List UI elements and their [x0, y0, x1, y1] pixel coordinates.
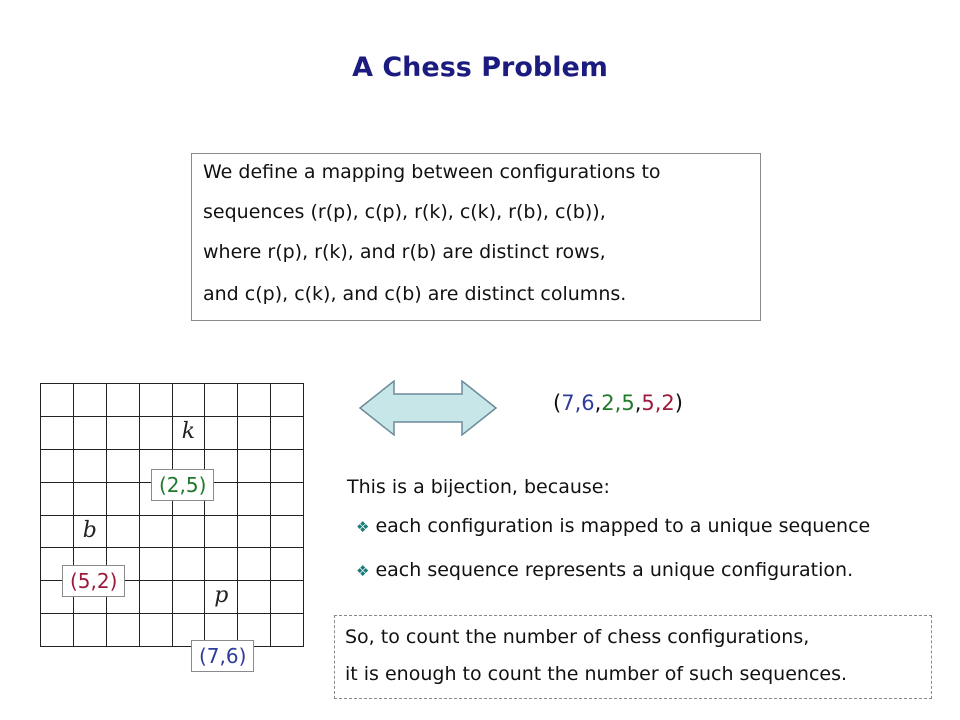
board-cell [107, 417, 140, 450]
board-cell [238, 581, 271, 614]
board-cell [271, 450, 304, 483]
board-cell [140, 581, 173, 614]
diamond-bullet-icon: ❖ [356, 562, 370, 580]
page-title: A Chess Problem [352, 52, 608, 83]
board-cell [271, 384, 304, 417]
piece-b: b [82, 517, 97, 543]
double-headed-arrow-icon [358, 378, 498, 438]
board-cell [107, 614, 140, 647]
board-cell [74, 614, 107, 647]
board-cell [271, 483, 304, 516]
sequence-label [553, 391, 683, 415]
board-cell [41, 614, 74, 647]
definition-line: and c(p), c(k), and c(b) are distinct columns. [203, 283, 627, 305]
board-cell [107, 483, 140, 516]
board-cell [74, 450, 107, 483]
board-cell [271, 614, 304, 647]
board-cell [238, 450, 271, 483]
board-cell [205, 516, 238, 549]
conclusion-box [334, 615, 932, 699]
board-cell [74, 516, 107, 549]
bullet-item [356, 559, 853, 581]
board-cell [41, 516, 74, 549]
coord-label-b: (5,2) [62, 565, 125, 597]
board-cell [140, 548, 173, 581]
conclusion-line: it is enough to count the number of such sequences. [345, 663, 848, 685]
board-cell [205, 581, 238, 614]
board-cell [74, 483, 107, 516]
bullet-text: each configuration is mapped to a unique sequence [375, 515, 871, 537]
definition-line: where r(p), r(k), and r(b) are distinct rows, [203, 241, 606, 263]
sequence-part-king: 2,5 [601, 391, 635, 415]
piece-p: p [214, 583, 229, 609]
board-cell [271, 516, 304, 549]
piece-k: k [181, 418, 196, 444]
definition-line: sequences (r(p), c(p), r(k), c(k), r(b), c(b)), [203, 201, 606, 223]
definition-box [191, 153, 761, 321]
board-cell [205, 417, 238, 450]
diamond-bullet-icon: ❖ [356, 518, 370, 536]
sequence-close-paren: ) [674, 391, 683, 415]
board-cell [173, 417, 206, 450]
board-cell [140, 384, 173, 417]
board-cell [41, 384, 74, 417]
board-cell [271, 581, 304, 614]
board-cell [271, 548, 304, 581]
board-cell [205, 384, 238, 417]
board-cell [140, 417, 173, 450]
board-cell [41, 450, 74, 483]
board-cell [173, 581, 206, 614]
bullet-text: each sequence represents a unique configuration. [375, 559, 854, 581]
board-cell [238, 417, 271, 450]
board-cell [107, 384, 140, 417]
board-cell [74, 417, 107, 450]
bijection-intro: This is a bijection, because: [347, 476, 610, 498]
board-cell [107, 516, 140, 549]
board-cell [238, 548, 271, 581]
board-cell [238, 483, 271, 516]
sequence-open-paren: ( [553, 391, 562, 415]
board-cell [41, 417, 74, 450]
board-cell [107, 450, 140, 483]
bullet-item [356, 515, 870, 537]
board-cell [173, 548, 206, 581]
definition-line: We define a mapping between configurations to [203, 161, 661, 183]
board-cell [140, 614, 173, 647]
coord-label-p: (7,6) [191, 640, 254, 672]
board-cell [205, 548, 238, 581]
board-cell [140, 516, 173, 549]
sequence-part-pawn: 7,6 [561, 391, 595, 415]
sequence-part-bishop: 5,2 [641, 391, 675, 415]
sequence-comma: , [634, 391, 642, 415]
coord-label-k: (2,5) [151, 469, 214, 501]
board-cell [74, 384, 107, 417]
board-cell [173, 516, 206, 549]
board-cell [238, 516, 271, 549]
board-cell [41, 483, 74, 516]
chess-board [40, 383, 304, 647]
board-cell [271, 417, 304, 450]
sequence-comma: , [594, 391, 602, 415]
board-cell [238, 384, 271, 417]
board-cell [173, 384, 206, 417]
conclusion-line: So, to count the number of chess configurations, [345, 626, 810, 648]
